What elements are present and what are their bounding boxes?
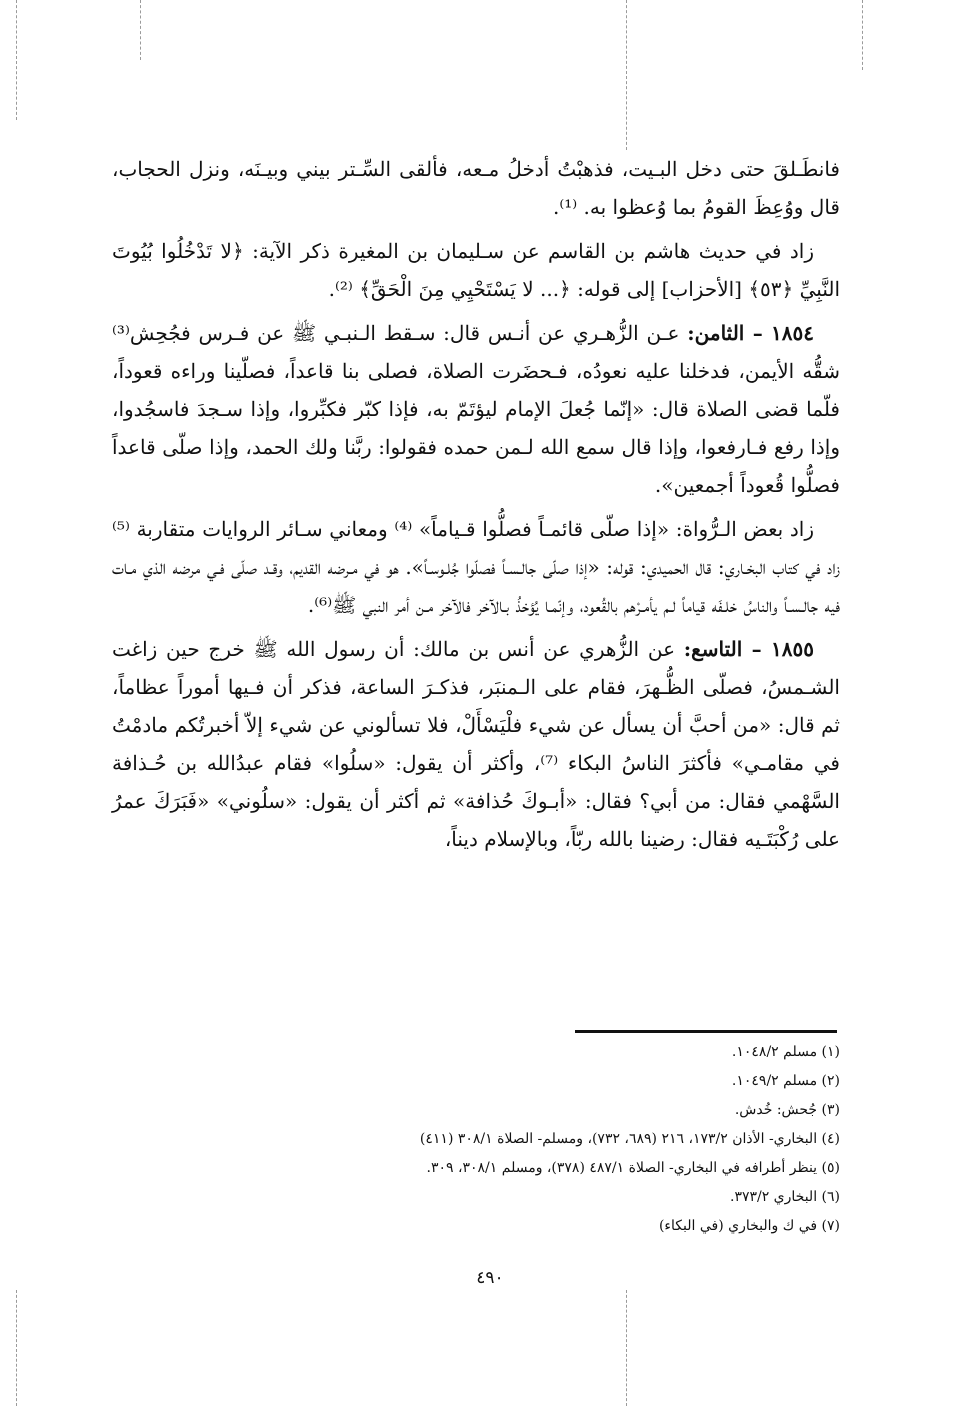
footnote: (٥) ينظر أطرافه في البخاري- الصلاة ٤٨٧/١ (٣٧٨)، ومسلم ٣٠٨/١، ٣٠٩. xyxy=(426,1160,840,1176)
scan-margin-line xyxy=(16,1290,17,1406)
paragraph-text: فانطَـلقَ حتى دخل البـيت، فذهبْتُ أدخلُ مـعه، فألقى السِّـتر بيني وبيـنَه، ونزل الحجاب، قال ووُعِظَ القومُ بما وُعظوا به. ⁽¹⁾. xyxy=(112,157,840,219)
footnotes xyxy=(270,1038,840,1241)
paragraph xyxy=(112,232,840,308)
footnote: (٤) البخاري- الأذان ١٧٣/٢، ٢١٦ (٦٨٩، ٧٣٢)، ومسلم- الصلاة ٣٠٨/١ (٤١١) xyxy=(419,1131,840,1147)
page-number: ٤٩٠ xyxy=(476,1268,504,1288)
hadith-1854 xyxy=(112,314,840,504)
scan-margin-line xyxy=(16,0,17,120)
paragraph-text: زاد في حديث هاشم بن القاسم عن سـليمان بن المغيرة ذكر الآية: ﴿لا تَدْخُلُوا بُيُوتَ النَّبِيِّ ﴿٥٣﴾ [الأحزاب] إلى قوله: ﴿... لا يَسْتَحْيِي مِنَ الْحَقِّ﴾ ⁽²⁾. xyxy=(112,239,840,301)
scan-margin-line xyxy=(862,0,863,70)
footnote: (٣) جُحش: خُدش. xyxy=(734,1102,840,1118)
paragraph-text: زاد بعض الـرُّواة: «إذا صلّى قائمـاً فصلُّوا قـياماً» ⁽⁴⁾ ومعاني سـائر الروايات متقاربة ⁽⁵⁾ زاد في كتاب البخـاري: قال الحميدي: قوله: «إذا صلّى جالـسـاً فصلّوا جُلـوسـاً». هو في مـرضه القديم، وقـد صلّى فـي مرضه الذي مـات فيه جالـسـاً والناسُ خلـفَه قياماً لـم يأمـرْهم بالقُعود، وإنّمـا يُؤخذُ بـالآخر فالآخر مـن أمر النبي ﷺ⁽⁶⁾. xyxy=(112,517,840,617)
main-text xyxy=(112,150,840,864)
paragraph-text: عن الزُّهري عن أنس بن مالك: أن رسول الله ﷺ خرج حين زاغت الشـمسُ، فصلّى الظُّـهرَ، فقام على الـمنبَر، فذكـرَ الساعة، فذكر أن فـيها أموراً عظاماً، ثم قال: «من أحبَّ أن يسأل عن شيء فلْيَسْأَلْ، فلا تسألوني عن شيء إلاّ أخبرتُكم مادمْتُ في مقامـي» فأكثرَ الناسُ البكاء ⁽⁷⁾، وأكثر أن يقول: «سلُوا» فقام عبدُالله بن حُـذافة السَّهْمي فقال: من أبي؟ فقال: «أبـوكَ حُذافة» ثم أكثر أن يقول: «سلُوني» «فَبَرَكَ عمرُ على رُكْبَتَـيه فقال: رضينا بالله ربّاً، وبالإسلام ديناً، xyxy=(112,637,840,851)
footnote: (٧) في ك والبخاري (في البكاء) xyxy=(658,1218,840,1234)
scan-margin-line xyxy=(626,0,627,150)
paragraph-text: عـن الزُّهـري عن أنـس قال: سـقط الـنبـي ﷺ عن فـرس فجُحِش⁽³⁾ شقُّه الأيمن، فدخلنا عليه نعودُه، فـحضَرت الصلاة، فصلى بنا قاعداً، فصلّينا وراءه قعوداً، فلّما قضى الصلاة قال: «إنّما جُعلَ الإمام ليؤتَمّ به، فإذا كبّر فكبِّروا، وإذا سـجدَ فاسجُدوا، وإذا رفع فـارفعوا، وإذا قال سمع الله لـمن حمده فقولوا: ربَّنا ولك الحمد، وإذا صلّى قاعداً فصلُّوا قُعوداً أجمعين». xyxy=(112,321,840,497)
footnote-divider xyxy=(575,1030,837,1033)
footnote: (٢) مسلم ١٠٤٩/٢. xyxy=(731,1073,840,1089)
scan-margin-line xyxy=(626,1290,627,1406)
footnote: (٦) البخاري ٣٧٣/٢. xyxy=(729,1189,840,1205)
paragraph xyxy=(112,510,840,624)
hadith-1855 xyxy=(112,630,840,858)
hadith-number-heading: ١٨٥٥ – التاسع: xyxy=(683,637,814,661)
footnote: (١) مسلم ١٠٤٨/٢. xyxy=(731,1044,840,1060)
scan-margin-line xyxy=(140,0,141,60)
paragraph xyxy=(112,150,840,226)
hadith-number-heading: ١٨٥٤ – الثامن: xyxy=(687,321,815,345)
